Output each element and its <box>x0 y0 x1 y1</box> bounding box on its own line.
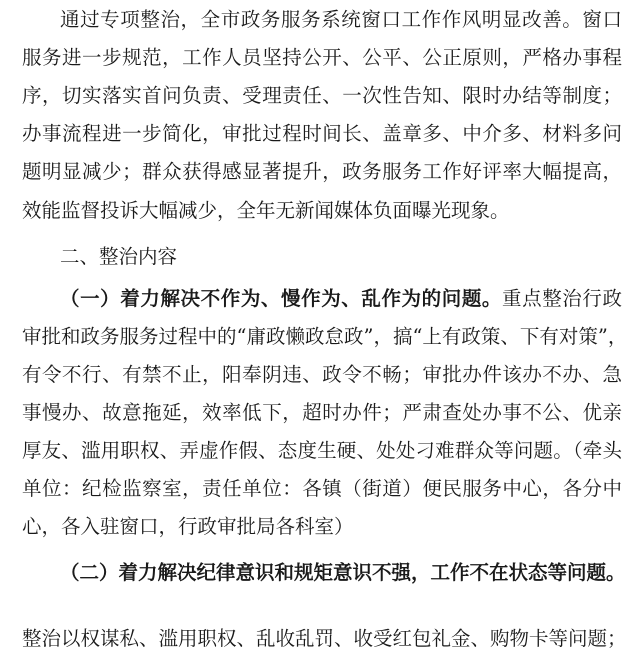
item1-title: （一）着力解决不作为、慢作为、乱作为的问题。 <box>60 287 503 310</box>
paragraph-line: 办事流程进一步简化，审批过程时间长、盖章多、中介多、材料多问 <box>22 122 622 145</box>
paragraph-line: 通过专项整治，全市政务服务系统窗口工作作风明显改善。窗口 <box>60 8 622 31</box>
item2-title: （二）着力解决纪律意识和规矩意识不强，工作不在状态等问题。 <box>60 561 626 584</box>
item1-line: 心，各入驻窗口，行政审批局各科室） <box>22 515 354 538</box>
paragraph-line: 题明显减少；群众获得感显著提升，政务服务工作好评率大幅提高， <box>22 160 622 183</box>
paragraph-line: 服务进一步规范，工作人员坚持公开、公平、公正原则，严格办事程 <box>22 46 622 69</box>
item1-first-line <box>60 285 622 313</box>
item1-first-line-rest: 重点整治行政 <box>502 287 622 310</box>
item1-line: 审批和政务服务过程中的“庸政懒政怠政”，搞“上有政策、下有对策”， <box>22 325 628 348</box>
partial-line: 整治以权谋私、滥用职权、乱收乱罚、收受红包礼金、购物卡等问题； <box>22 627 627 650</box>
item1-line: 有令不行、有禁不止，阳奉阴违、政令不畅；审批办件该办不办、急 <box>22 363 622 386</box>
section-heading: 二、整治内容 <box>60 245 178 268</box>
paragraph-line: 序，切实落实首问负责、受理责任、一次性告知、限时办结等制度； <box>22 84 622 107</box>
item1-line: 事慢办、故意拖延，效率低下，超时办件；严肃查处办事不公、优亲 <box>22 401 622 424</box>
paragraph-line: 效能监督投诉大幅减少，全年无新闻媒体负面曝光现象。 <box>22 199 510 222</box>
item1-line: 单位：纪检监察室，责任单位：各镇（街道）便民服务中心，各分中 <box>22 477 622 500</box>
item1-line: 厚友、滥用职权、弄虚作假、态度生硬、处处刁难群众等问题。（牵头 <box>22 439 622 462</box>
